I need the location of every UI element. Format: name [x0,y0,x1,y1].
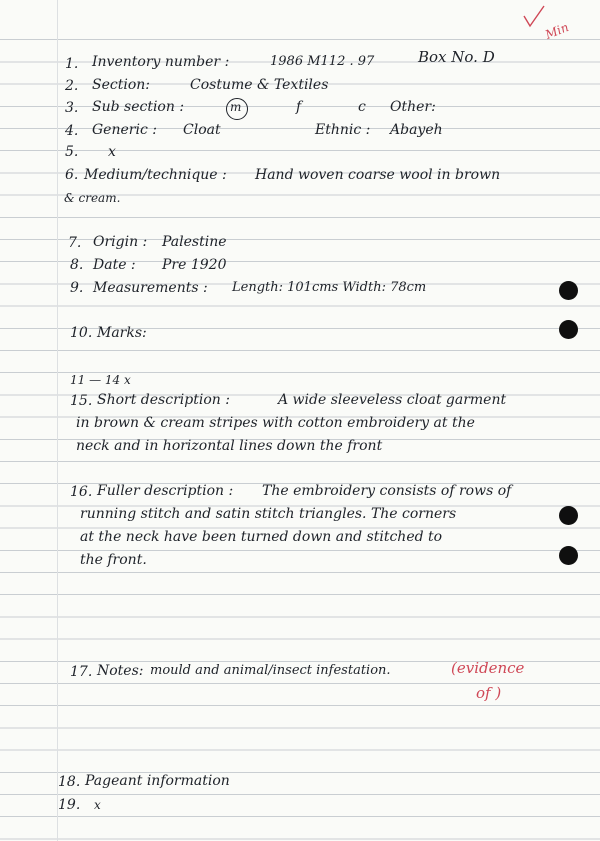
field-6-value-line-1: Hand woven coarse wool in brown [255,167,501,183]
field-15-line-2: in brown & cream stripes with cotton embroidery at the [76,415,475,431]
field-3-label: Sub section : [92,99,185,115]
field-4-label: Generic : [92,122,157,138]
field-4-ethnic-value: Abayeh [390,122,443,138]
punch-hole [559,320,578,339]
field-10-number: 10. [70,325,93,341]
punch-hole [559,506,578,525]
field-17-value: mould and animal/insect infestation. [150,663,391,678]
field-16-line-2: running stitch and satin stitch triangles. The corners [80,506,457,522]
field-4-number: 4. [65,123,79,139]
field-17-red-note-line-2: of ) [476,684,502,702]
field-1-value: 1986 M112 . 97 [270,54,375,69]
field-8-label: Date : [93,257,136,273]
field-15-label: Short description : [97,392,230,408]
field-17-label: Notes: [97,663,144,679]
punch-hole [559,546,578,565]
field-1-label: Inventory number : [92,54,230,70]
field-19-value: x [94,798,101,812]
field-15-number: 15. [70,393,93,409]
field-7-label: Origin : [93,234,148,250]
field-2-number: 2. [65,78,79,94]
field-1-number: 1. [65,56,79,72]
field-3-option-other: Other: [390,99,436,115]
field-11-14-value: 11 — 14 x [70,373,131,387]
checked-initials: Min [543,20,571,42]
field-15-line-1: A wide sleeveless cloat garment [278,392,507,408]
field-18-label: Pageant information [85,773,230,789]
field-16-line-3: at the neck have been turned down and stitched to [80,529,443,545]
field-6-label: Medium/technique : [84,167,227,183]
field-6-value-line-2: & cream. [64,191,121,205]
margin-line [57,0,58,841]
field-17-number: 17. [70,664,93,680]
field-4-value: Cloat [183,122,221,138]
field-9-number: 9. [70,280,84,296]
field-7-value: Palestine [162,234,227,250]
field-16-line-4: the front. [80,552,147,568]
field-9-label: Measurements : [93,280,208,296]
field-3-number: 3. [65,100,79,116]
field-8-number: 8. [70,257,84,273]
field-2-value: Costume & Textiles [190,77,329,93]
field-15-line-3: neck and in horizontal lines down the front [76,438,383,454]
field-9-value: Length: 101cms Width: 78cm [232,280,427,295]
box-number: Box No. D [418,48,495,66]
field-10-label: Marks: [97,325,147,341]
field-16-label: Fuller description : [97,483,234,499]
field-5-value: x [108,144,116,160]
field-16-line-1: The embroidery consists of rows of [262,483,512,499]
field-3-option-f: f [296,99,302,115]
punch-hole [559,281,578,300]
field-6-number: 6. [65,167,79,183]
field-17-red-note-line-1: (evidence [451,659,525,677]
field-7-number: 7. [68,235,82,251]
field-18-number: 18. [58,774,81,790]
field-3-option-m: m [230,100,242,114]
field-16-number: 16. [70,484,93,500]
field-5-number: 5. [65,144,79,160]
field-19-number: 19. [58,797,81,813]
field-3-option-c: c [358,99,366,115]
field-2-label: Section: [92,77,150,93]
field-4-ethnic-label: Ethnic : [315,122,371,138]
field-8-value: Pre 1920 [162,257,227,273]
